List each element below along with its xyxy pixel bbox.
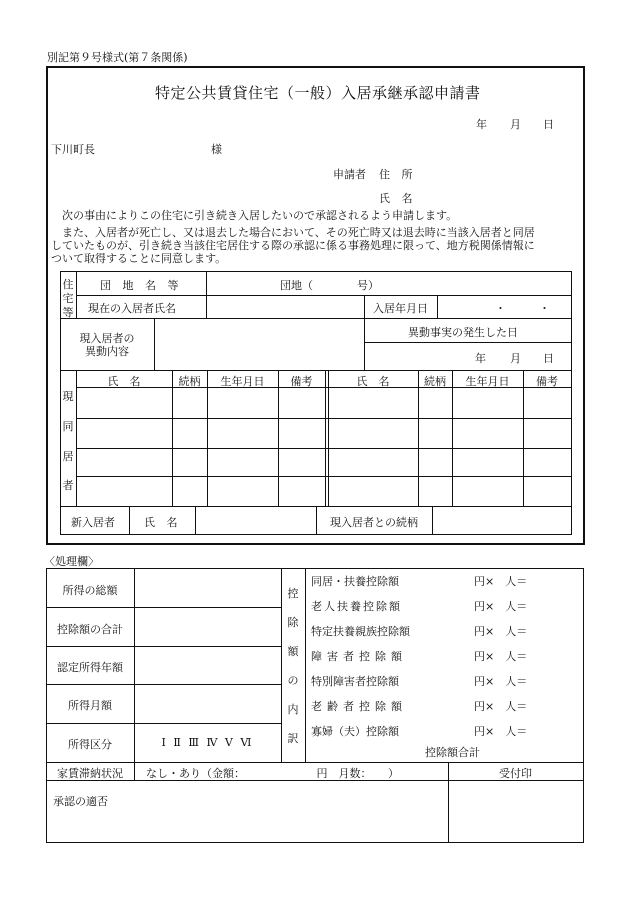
income-class-values: Ⅰ Ⅱ Ⅲ Ⅳ Ⅴ Ⅵ	[161, 736, 254, 749]
deduction-calc: 円× 人＝	[474, 650, 528, 663]
income-class-label: 所得区分	[68, 738, 112, 751]
cohabitant-header-notes: 備考	[536, 375, 558, 388]
annual-income-label: 認定所得年額	[57, 661, 123, 674]
declaration-line-4: ついて取得することに同意します。	[51, 252, 227, 265]
rent-arrears-value: なし・あり（金額： 円 月数： ）	[146, 767, 399, 780]
deduction-side-char: 訳	[287, 732, 299, 745]
name-label: 氏 名	[379, 192, 417, 205]
cohabitant-header-relation: 続柄	[178, 375, 201, 388]
move-in-date-dots: ・ ・	[495, 302, 550, 315]
deduction-label: 特定扶養親族控除額	[311, 625, 410, 638]
cohabitant-header-birthdate: 生年月日	[220, 375, 265, 388]
change-content-label-1: 現入居者の	[79, 332, 135, 345]
monthly-income-label: 所得月額	[68, 699, 112, 712]
complex-name-value: 団地（ 号）	[280, 279, 379, 292]
cohabitant-side-char: 居	[62, 450, 74, 463]
deduction-side-char: 額	[287, 645, 299, 658]
cohabitant-header-notes: 備考	[290, 375, 313, 388]
deduction-calc: 円× 人＝	[474, 600, 528, 613]
cohabitant-header-birthdate: 生年月日	[465, 375, 510, 388]
addressee-honorific: 様	[211, 143, 222, 156]
date-year-label: 年	[476, 118, 487, 131]
deduction-total-label: 控除額合計	[425, 746, 480, 759]
deduction-label: 老人扶養控除額	[311, 600, 402, 613]
move-in-date-label: 入居年月日	[373, 302, 428, 315]
housing-side-char: 住	[62, 278, 74, 291]
housing-side-char: 等	[62, 306, 74, 319]
current-resident-label: 現在の入居者氏名	[88, 302, 176, 315]
deduction-label: 特別障害者控除額	[311, 675, 399, 688]
deduction-side-char: 内	[287, 703, 299, 716]
deduction-sum-label: 控除額の合計	[57, 623, 123, 636]
deduction-calc: 円× 人＝	[474, 700, 528, 713]
change-date-month: 月	[510, 352, 521, 365]
cohabitant-side-char: 者	[62, 479, 74, 492]
declaration-line-1: 次の事由によりこの住宅に引き続き入居したいので承認されるよう申請します。	[62, 209, 458, 222]
deduction-side-char: の	[287, 674, 299, 687]
declaration-line-3: していたものが、引き続き当該住宅居住する際の承認に係る事務処理に限って、地方税関係情報に	[51, 239, 535, 252]
deduction-label: 寡婦（夫）控除額	[311, 725, 399, 738]
deduction-calc: 円× 人＝	[474, 675, 528, 688]
deduction-calc: 円× 人＝	[474, 575, 528, 588]
change-content-label-2: 異動内容	[85, 345, 129, 358]
approval-label: 承認の適否	[53, 795, 108, 808]
rent-arrears-label: 家賃滞納状況	[57, 767, 123, 780]
cohabitant-header-name: 氏 名	[356, 375, 390, 388]
cohabitant-header-name: 氏 名	[107, 375, 141, 388]
date-month-label: 月	[510, 118, 521, 131]
change-date-year: 年	[475, 352, 486, 365]
cohabitant-header-relation: 続柄	[424, 375, 446, 388]
total-income-label: 所得の総額	[62, 584, 118, 597]
deduction-calc: 円× 人＝	[474, 725, 528, 738]
cohabitant-side-char: 同	[62, 420, 74, 433]
deduction-label: 同居・扶養控除額	[311, 575, 399, 588]
new-resident-name-label: 氏 名	[144, 516, 182, 529]
address-label: 住 所	[379, 168, 417, 181]
housing-side-char: 宅	[62, 292, 74, 305]
deduction-side-char: 控	[287, 587, 299, 600]
date-day-label: 日	[543, 118, 554, 131]
relation-to-resident-label: 現入居者との続柄	[330, 516, 418, 529]
addressee: 下川町長	[51, 143, 95, 156]
change-date-day: 日	[543, 352, 554, 365]
receipt-stamp-label: 受付印	[499, 767, 532, 780]
deduction-side-char: 除	[287, 616, 299, 629]
page-title: 特定公共賃貸住宅（一般）入居承継承認申請書	[155, 84, 481, 102]
cohabitant-side-char: 現	[62, 390, 74, 403]
declaration-line-2: また、入居者が死亡し、又は退去した場合において、その死亡時又は退去時に当該入居者と同居	[62, 226, 535, 239]
new-resident-label: 新入居者	[71, 516, 115, 529]
change-date-label: 異動事実の発生した日	[408, 326, 518, 339]
deduction-label: 障害者控除額	[311, 650, 407, 663]
applicant-label: 申請者	[333, 168, 366, 181]
processing-section-label: 〈処理欄〉	[44, 555, 99, 568]
form-reference: 別記第９号様式(第７条関係)	[47, 51, 188, 64]
deduction-calc: 円× 人＝	[474, 625, 528, 638]
deduction-label: 老齢者控除額	[311, 700, 407, 713]
complex-name-label: 団 地 名 等	[100, 279, 183, 292]
